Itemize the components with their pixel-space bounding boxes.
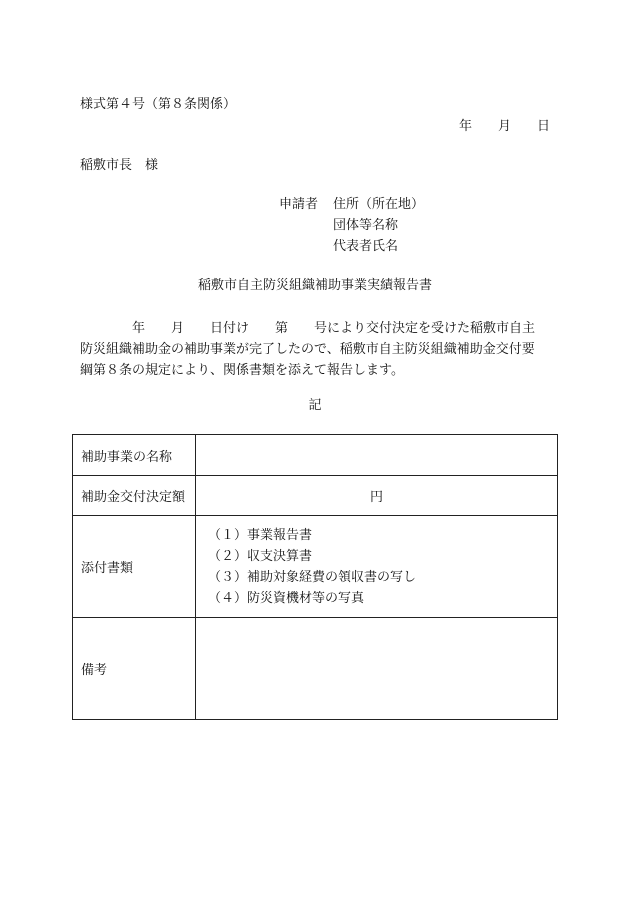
list-item: （３）補助対象経費の領収書の写し <box>208 569 417 585</box>
remarks-label: 備考 <box>73 618 196 720</box>
project-name-label: 補助事業の名称 <box>73 435 196 476</box>
applicant-label: 申請者 <box>279 197 319 212</box>
document-title: 稲敷市自主防災組織補助事業実績報告書 <box>197 278 432 293</box>
form-number: 様式第４号（第８条関係） <box>80 97 237 112</box>
body-line: 綱第８条の規定により、関係書類を添えて報告します。 <box>80 363 404 378</box>
body-line: 年 月 日付け 第 号により交付決定を受けた稲敷市自主 <box>80 321 536 336</box>
body-paragraph <box>80 318 560 381</box>
ki-heading: 記 <box>308 398 322 413</box>
applicant-rep-name-label: 代表者氏名 <box>333 239 399 254</box>
addressee: 稲敷市長 様 <box>80 158 159 173</box>
table-row <box>73 435 558 476</box>
list-item: （４）防災資機材等の写真 <box>208 590 365 606</box>
grant-amount-unit: 円 <box>196 476 558 516</box>
table-row <box>73 476 558 516</box>
table-row <box>73 618 558 720</box>
attachments-label: 添付書類 <box>73 516 196 618</box>
grant-amount-label: 補助金交付決定額 <box>73 476 196 516</box>
detail-table <box>72 434 558 720</box>
table-row <box>73 516 558 618</box>
list-item: （１）事業報告書 <box>208 527 313 543</box>
project-name-value <box>196 435 558 476</box>
attachments-list <box>204 525 549 609</box>
attachments-cell <box>196 516 558 618</box>
body-line: 防災組織補助金の補助事業が完了したので、稲敷市自主防災組織補助金交付要 <box>80 342 535 357</box>
remarks-value <box>196 618 558 720</box>
date-line: 年 月 日 <box>458 119 550 134</box>
list-item: （２）収支決算書 <box>208 548 313 564</box>
applicant-org-name-label: 団体等名称 <box>333 218 399 233</box>
applicant-address-label: 住所（所在地） <box>333 197 425 212</box>
